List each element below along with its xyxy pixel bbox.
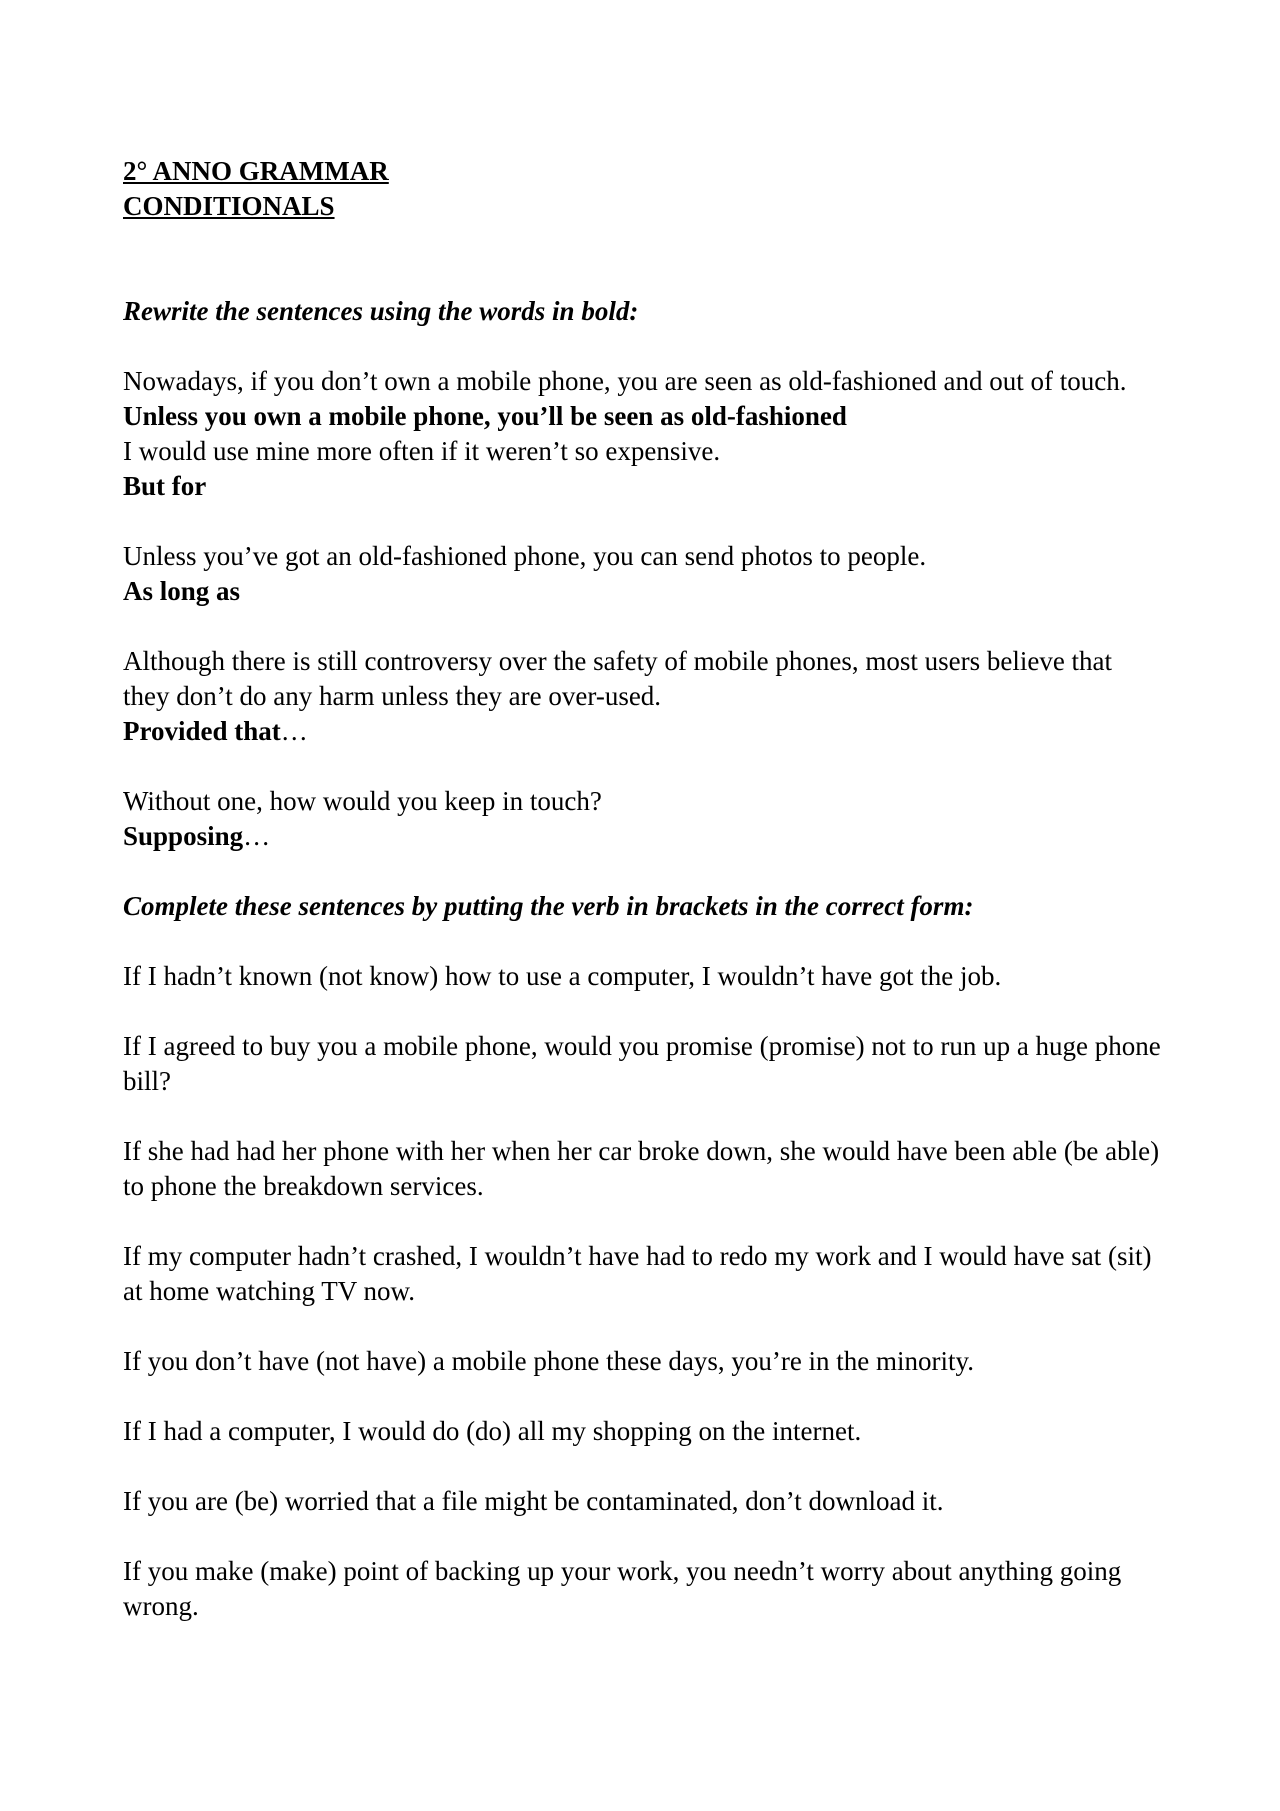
- spacer: [123, 924, 1163, 959]
- answer-ellipsis: …: [243, 821, 271, 851]
- title-line-topic: CONDITIONALS: [123, 191, 335, 221]
- rewrite-sentence-5: Without one, how would you keep in touch?: [123, 786, 602, 816]
- complete-sentence-6: If I had a computer, I would do (do) all my shopping on the internet.: [123, 1416, 862, 1446]
- rewrite-answer-1: [123, 399, 1163, 434]
- answer-ellipsis: …: [280, 716, 308, 746]
- title-line-grade: 2° ANNO GRAMMAR: [123, 156, 389, 186]
- rewrite-sentence-3: Unless you’ve got an old-fashioned phone, you can send photos to people.: [123, 541, 927, 571]
- complete-sentence-7: If you are (be) worried that a file might be contaminated, don’t download it.: [123, 1486, 944, 1516]
- answer-prompt: Unless you own a mobile phone, you’ll be seen as old-fashioned: [123, 401, 847, 431]
- rewrite-sentence-2: I would use mine more often if it weren’t so expensive.: [123, 436, 721, 466]
- spacer: [123, 1204, 1163, 1239]
- spacer: [123, 1449, 1163, 1484]
- rewrite-instruction: Rewrite the sentences using the words in bold:: [123, 296, 639, 326]
- spacer: [123, 994, 1163, 1029]
- spacer: [123, 329, 1163, 364]
- complete-sentence-4: If my computer hadn’t crashed, I wouldn’t have had to redo my work and I would have sat (sit) at home watching TV now.: [123, 1241, 1152, 1306]
- spacer: [123, 854, 1163, 889]
- complete-instruction: Complete these sentences by putting the verb in brackets in the correct form:: [123, 891, 974, 921]
- document-title: [123, 154, 1163, 224]
- complete-sentence-1: If I hadn’t known (not know) how to use a computer, I wouldn’t have got the job.: [123, 961, 1002, 991]
- spacer: [123, 1099, 1163, 1134]
- answer-prompt: As long as: [123, 576, 241, 606]
- rewrite-answer-4: [123, 714, 1163, 749]
- complete-sentence-8: If you make (make) point of backing up your work, you needn’t worry about anything going wrong.: [123, 1556, 1122, 1621]
- complete-sentence-5: If you don’t have (not have) a mobile phone these days, you’re in the minority.: [123, 1346, 975, 1376]
- spacer: [123, 749, 1163, 784]
- complete-sentence-3: If she had had her phone with her when her car broke down, she would have been able (be able) to phone the breakdown services.: [123, 1136, 1160, 1201]
- spacer: [123, 1379, 1163, 1414]
- spacer: [123, 1519, 1163, 1554]
- spacer: [123, 1309, 1163, 1344]
- document-content: [123, 154, 1163, 1624]
- answer-prompt: Provided that: [123, 716, 281, 746]
- rewrite-answer-2: [123, 469, 1163, 504]
- spacer: [123, 609, 1163, 644]
- rewrite-sentence-1: Nowadays, if you don’t own a mobile phone, you are seen as old-fashioned and out of touch.: [123, 366, 1127, 396]
- spacer: [123, 224, 1163, 294]
- rewrite-sentence-4: Although there is still controversy over the safety of mobile phones, most users believe that they don’t do any harm unless they are over-used.: [123, 646, 1113, 711]
- answer-prompt: But for: [123, 471, 207, 501]
- answer-prompt: Supposing: [123, 821, 244, 851]
- rewrite-answer-5: [123, 819, 1163, 854]
- complete-sentence-2: If I agreed to buy you a mobile phone, would you promise (promise) not to run up a huge phone bill?: [123, 1031, 1161, 1096]
- spacer: [123, 504, 1163, 539]
- rewrite-answer-3: [123, 574, 1163, 609]
